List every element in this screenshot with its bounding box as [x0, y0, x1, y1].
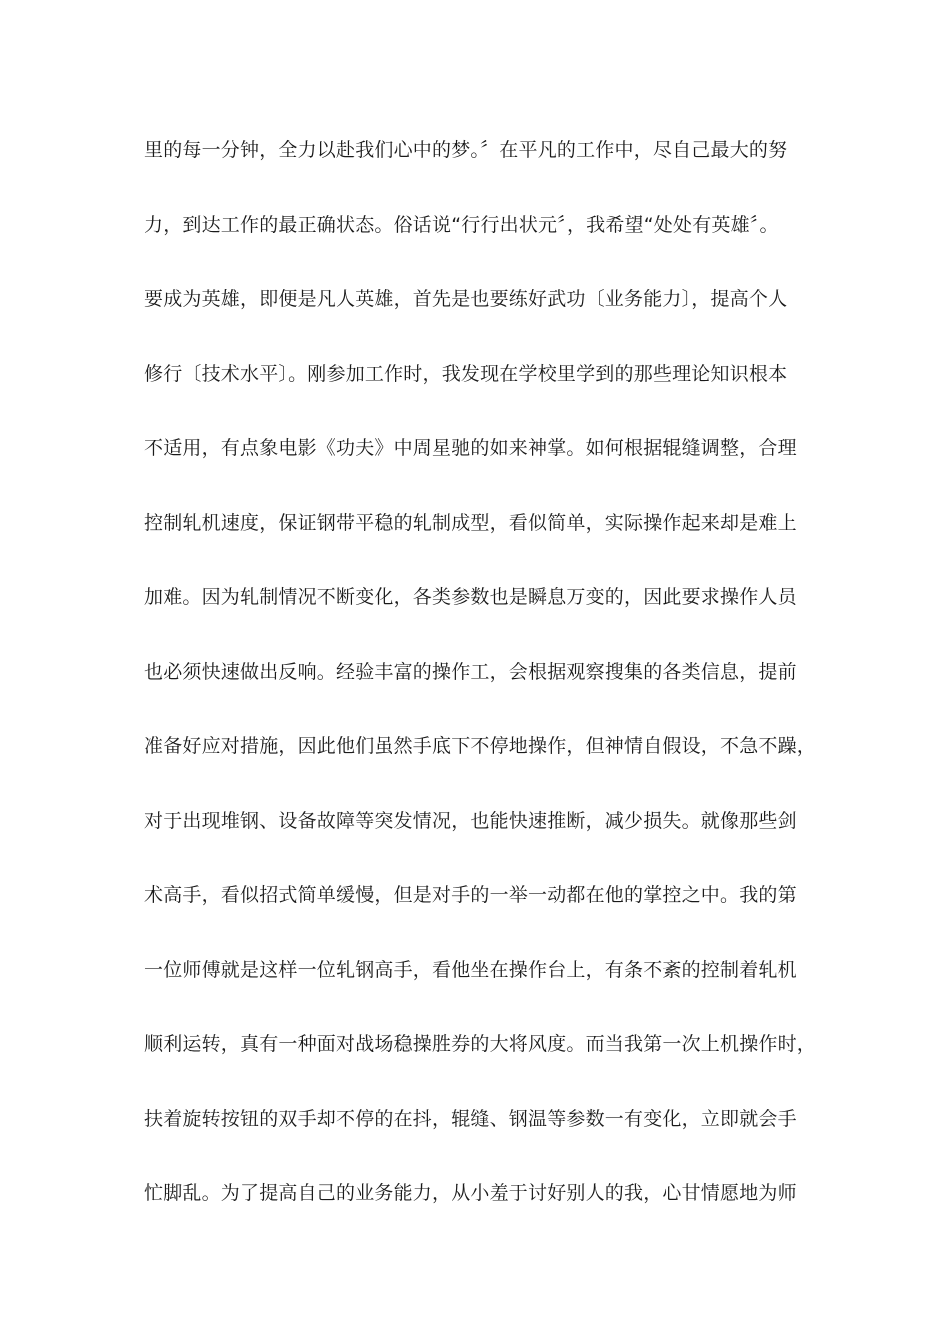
text-line-12: 一位师傅就是这样一位轧钢高手，看他坐在操作台上，有条不紊的控制着轧机: [144, 958, 797, 981]
text-line-10: 对于出现堆钢、设备故障等突发情况，也能快速推断，减少损失。就像那些剑: [144, 809, 797, 832]
text-line-7: 加难。因为轧制情况不断变化，各类参数也是瞬息万变的，因此要求操作人员: [144, 586, 797, 608]
text-line-4: 修行〔技术水平〕。刚参加工作时，我发现在学校里学到的那些理论知识根本: [144, 362, 788, 385]
text-line-3: 要成为英雄，即便是凡人英雄，首先是也要练好武功〔业务能力〕，提高个人: [144, 288, 788, 310]
text-line-14: 扶着旋转按钮的双手却不停的在抖，辊缝、钢温等参数一有变化，立即就会手: [144, 1107, 797, 1130]
body-text: [144, 131, 817, 1249]
text-line-5: 不适用，有点象电影《功夫》中周星驰的如来神掌。如何根据辊缝调整，合理: [144, 437, 797, 459]
text-line-15: 忙脚乱。为了提高自己的业务能力，从小羞于讨好别人的我，心甘情愿地为师: [144, 1182, 797, 1204]
text-line-2: 力，到达工作的最正确状态。俗话说“行行出状元〞，我希望“处处有英雄〞。: [144, 213, 779, 236]
text-line-13: 顺利运转，真有一种面对战场稳操胜券的大将风度。而当我第一次上机操作时，: [144, 1033, 817, 1055]
text-line-11: 术高手，看似招式简单缓慢，但是对手的一举一动都在他的掌控之中。我的第: [144, 884, 797, 906]
text-line-1: 里的每一分钟，全力以赴我们心中的梦。〞在平凡的工作中，尽自己最大的努: [144, 139, 788, 161]
text-line-6: 控制轧机速度，保证钢带平稳的轧制成型，看似简单，实际操作起来却是难上: [144, 511, 797, 534]
text-line-9: 准备好应对措施，因此他们虽然手底下不停地操作，但神情自假设，不急不躁，: [144, 735, 817, 757]
text-line-8: 也必须快速做出反响。经验丰富的操作工，会根据观察搜集的各类信息，提前: [144, 660, 797, 683]
